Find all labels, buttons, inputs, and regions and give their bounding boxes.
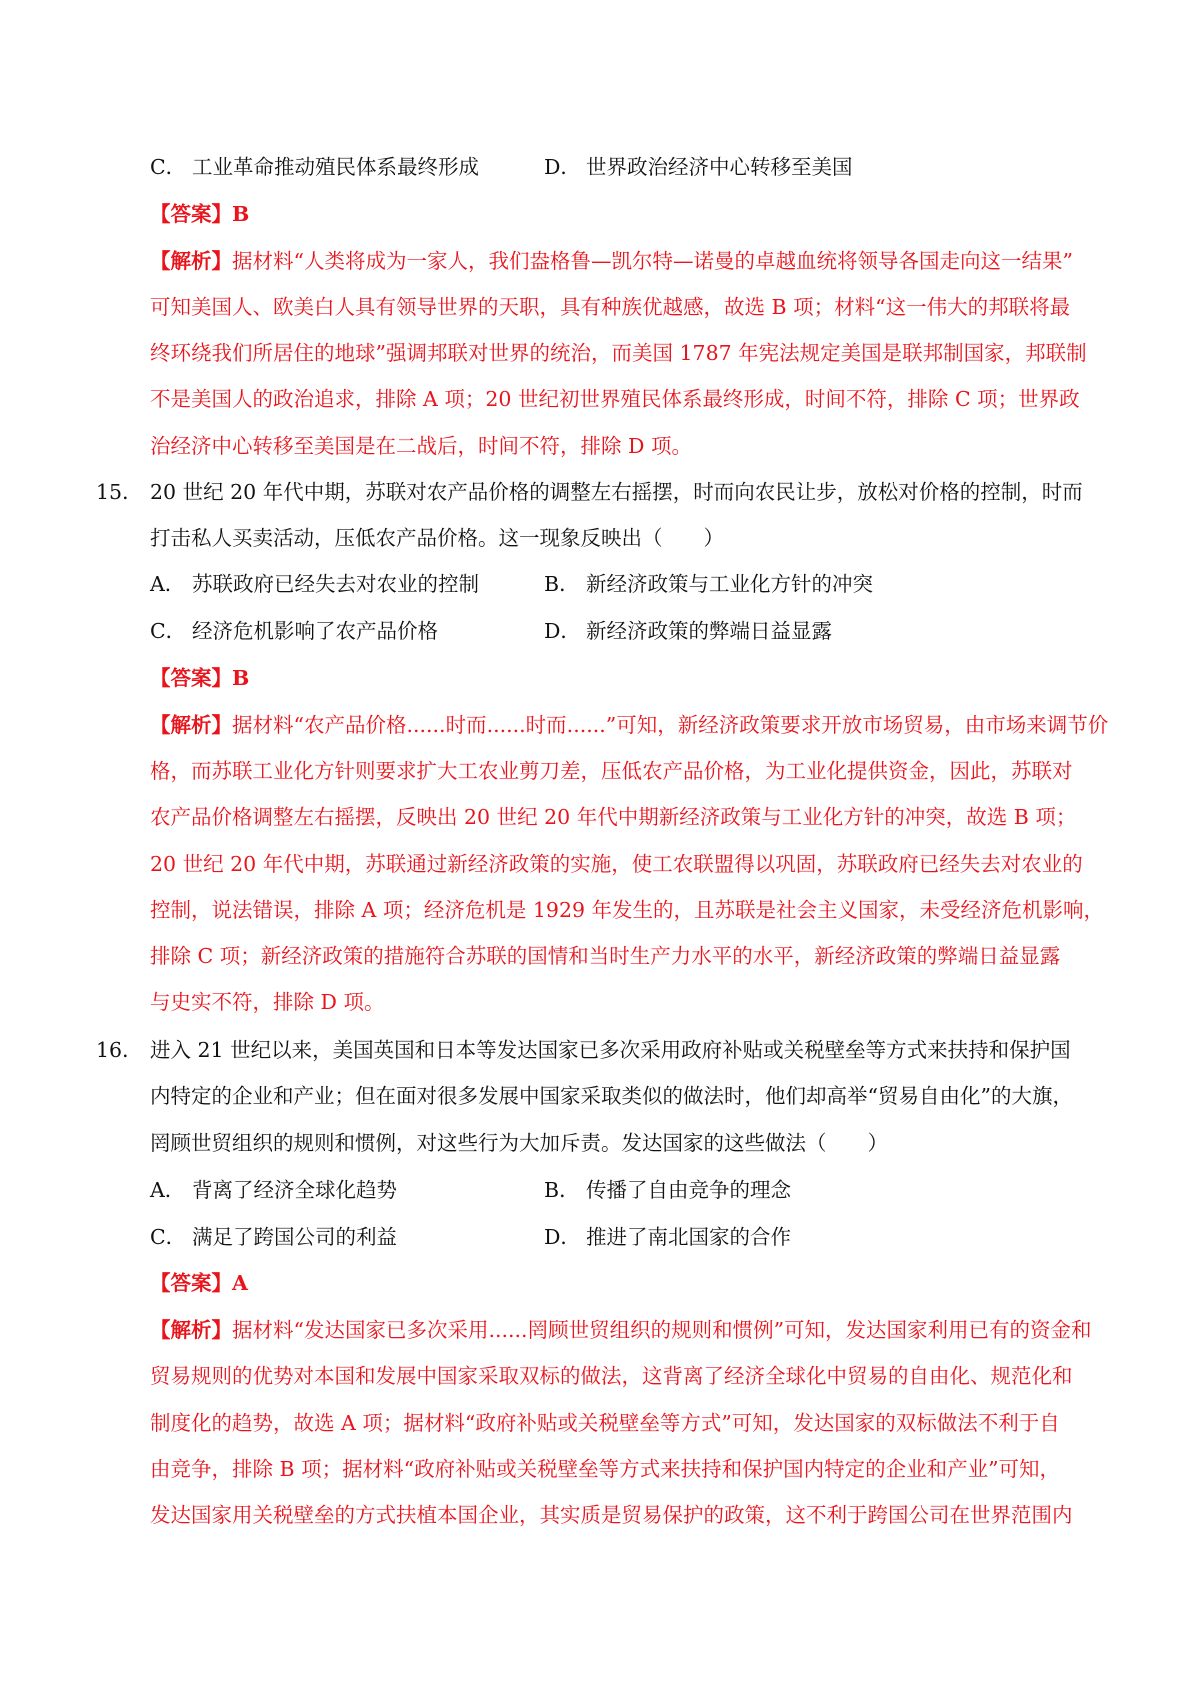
option-key: C．	[150, 1225, 187, 1249]
q15-analysis-line: 农产品价格调整左右摇摆，反映出 20 世纪 20 年代中期新经济政策与工业化方针的冲突，故选 B 项；	[150, 805, 1077, 829]
q15-analysis-line: 【解析】据材料“农产品价格......时而......时而......”可知，新经济政策要求开放市场贸易，由市场来调节价	[150, 713, 1109, 737]
q16-option-b	[544, 1175, 791, 1205]
q15-option-c	[150, 616, 438, 646]
option-key: D．	[544, 619, 581, 643]
q14-option-d	[544, 152, 853, 182]
option-key: A．	[150, 1178, 186, 1202]
option-text: 经济危机影响了农产品价格	[192, 619, 438, 643]
q15-stem-line: 打击私人买卖活动，压低农产品价格。这一现象反映出（ ）	[150, 526, 724, 550]
q14-analysis-line: 终环绕我们所居住的地球”强调邦联对世界的统治，而美国 1787 年宪法规定美国是联邦制国家，邦联制	[150, 341, 1087, 365]
q16-stem-line: 内特定的企业和产业；但在面对很多发展中国家采取类似的做法时，他们却高举“贸易自由化”的大旗，	[150, 1084, 1073, 1108]
answer-value: A	[232, 1271, 248, 1295]
q16-analysis-line: 发达国家用关税壁垒的方式扶植本国企业，其实质是贸易保护的政策，这不利于跨国公司在世界范围内	[150, 1503, 1073, 1527]
q14-analysis-line: 治经济中心转移至美国是在二战后，时间不符，排除 D 项。	[150, 434, 692, 458]
option-key: C．	[150, 619, 187, 643]
option-key: B．	[544, 1178, 580, 1202]
option-key: C．	[150, 155, 187, 179]
q14-analysis-line: 不是美国人的政治追求，排除 A 项；20 世纪初世界殖民体系最终形成，时间不符，排除 C 项；世界政	[150, 387, 1080, 411]
option-key: A．	[150, 572, 186, 596]
option-text: 满足了跨国公司的利益	[192, 1225, 397, 1249]
option-text: 传播了自由竞争的理念	[586, 1178, 791, 1202]
q15-analysis-line: 20 世纪 20 年代中期，苏联通过新经济政策的实施，使工农联盟得以巩固，苏联政府已经失去对农业的	[150, 852, 1083, 876]
option-text: 工业革命推动殖民体系最终形成	[192, 155, 479, 179]
q15-analysis-line: 格，而苏联工业化方针则要求扩大工农业剪刀差，压低农产品价格，为工业化提供资金，因此，苏联对	[150, 759, 1073, 783]
q16-analysis-line: 制度化的趋势，故选 A 项；据材料“政府补贴或关税壁垒等方式”可知，发达国家的双标做法不利于自	[150, 1411, 1060, 1435]
q16-option-c	[150, 1222, 397, 1252]
q15-option-d	[544, 616, 832, 646]
q15-option-a	[150, 569, 479, 599]
q15-answer	[150, 663, 249, 693]
option-text: 苏联政府已经失去对农业的控制	[192, 572, 479, 596]
option-text: 世界政治经济中心转移至美国	[586, 155, 853, 179]
q16-analysis-line: 由竞争，排除 B 项；据材料“政府补贴或关税壁垒等方式来扶持和保护国内特定的企业和产业”可知，	[150, 1457, 1061, 1481]
answer-label: 【答案】	[150, 666, 232, 690]
analysis-label: 【解析】	[150, 713, 232, 737]
answer-label: 【答案】	[150, 202, 232, 226]
q15-stem-line: 15． 20 世纪 20 年代中期，苏联对农产品价格的调整左右摇摆，时而向农民让步，放松对价格的控制，时而	[96, 477, 1083, 507]
q16-answer	[150, 1268, 248, 1298]
option-key: B．	[544, 572, 580, 596]
q15-option-b	[544, 569, 873, 599]
q14-answer	[150, 199, 249, 229]
answer-label: 【答案】	[150, 1271, 232, 1295]
answer-value: B	[232, 202, 250, 226]
answer-value: B	[232, 666, 250, 690]
q15-analysis-line: 控制，说法错误，排除 A 项；经济危机是 1929 年发生的，且苏联是社会主义国家，未受经济危机影响，	[150, 898, 1105, 922]
option-key: D．	[544, 1225, 581, 1249]
q16-analysis-line: 贸易规则的优势对本国和发展中国家采取双标的做法，这背离了经济全球化中贸易的自由化、规范化和	[150, 1364, 1073, 1388]
q16-stem-line: 罔顾世贸组织的规则和惯例，对这些行为大加斥责。发达国家的这些做法（ ）	[150, 1131, 888, 1155]
option-text: 背离了经济全球化趋势	[192, 1178, 397, 1202]
option-key: D．	[544, 155, 581, 179]
q16-analysis-line: 【解析】据材料“发达国家已多次采用......罔顾世贸组织的规则和惯例”可知，发达国家利用已有的资金和	[150, 1318, 1092, 1342]
option-text: 新经济政策与工业化方针的冲突	[586, 572, 873, 596]
q14-option-c	[150, 152, 479, 182]
analysis-label: 【解析】	[150, 1318, 232, 1342]
q15-analysis-line: 与史实不符，排除 D 项。	[150, 990, 385, 1014]
q16-option-d	[544, 1222, 791, 1252]
question-number: 16．	[96, 1038, 143, 1062]
q14-analysis-line: 【解析】据材料“人类将成为一家人，我们盎格鲁—凯尔特—诺曼的卓越血统将领导各国走向这一结果”	[150, 249, 1073, 273]
q14-analysis-line: 可知美国人、欧美白人具有领导世界的天职，具有种族优越感，故选 B 项；材料“这一伟大的邦联将最	[150, 295, 1071, 319]
analysis-label: 【解析】	[150, 249, 232, 273]
q16-option-a	[150, 1175, 397, 1205]
option-text: 推进了南北国家的合作	[586, 1225, 791, 1249]
q15-analysis-line: 排除 C 项；新经济政策的措施符合苏联的国情和当时生产力水平的水平，新经济政策的弊端日益显露	[150, 944, 1061, 968]
question-number: 15．	[96, 480, 143, 504]
q16-stem-line: 16． 进入 21 世纪以来，美国英国和日本等发达国家已多次采用政府补贴或关税壁垒等方式来扶持和保护国	[96, 1035, 1071, 1065]
option-text: 新经济政策的弊端日益显露	[586, 619, 832, 643]
